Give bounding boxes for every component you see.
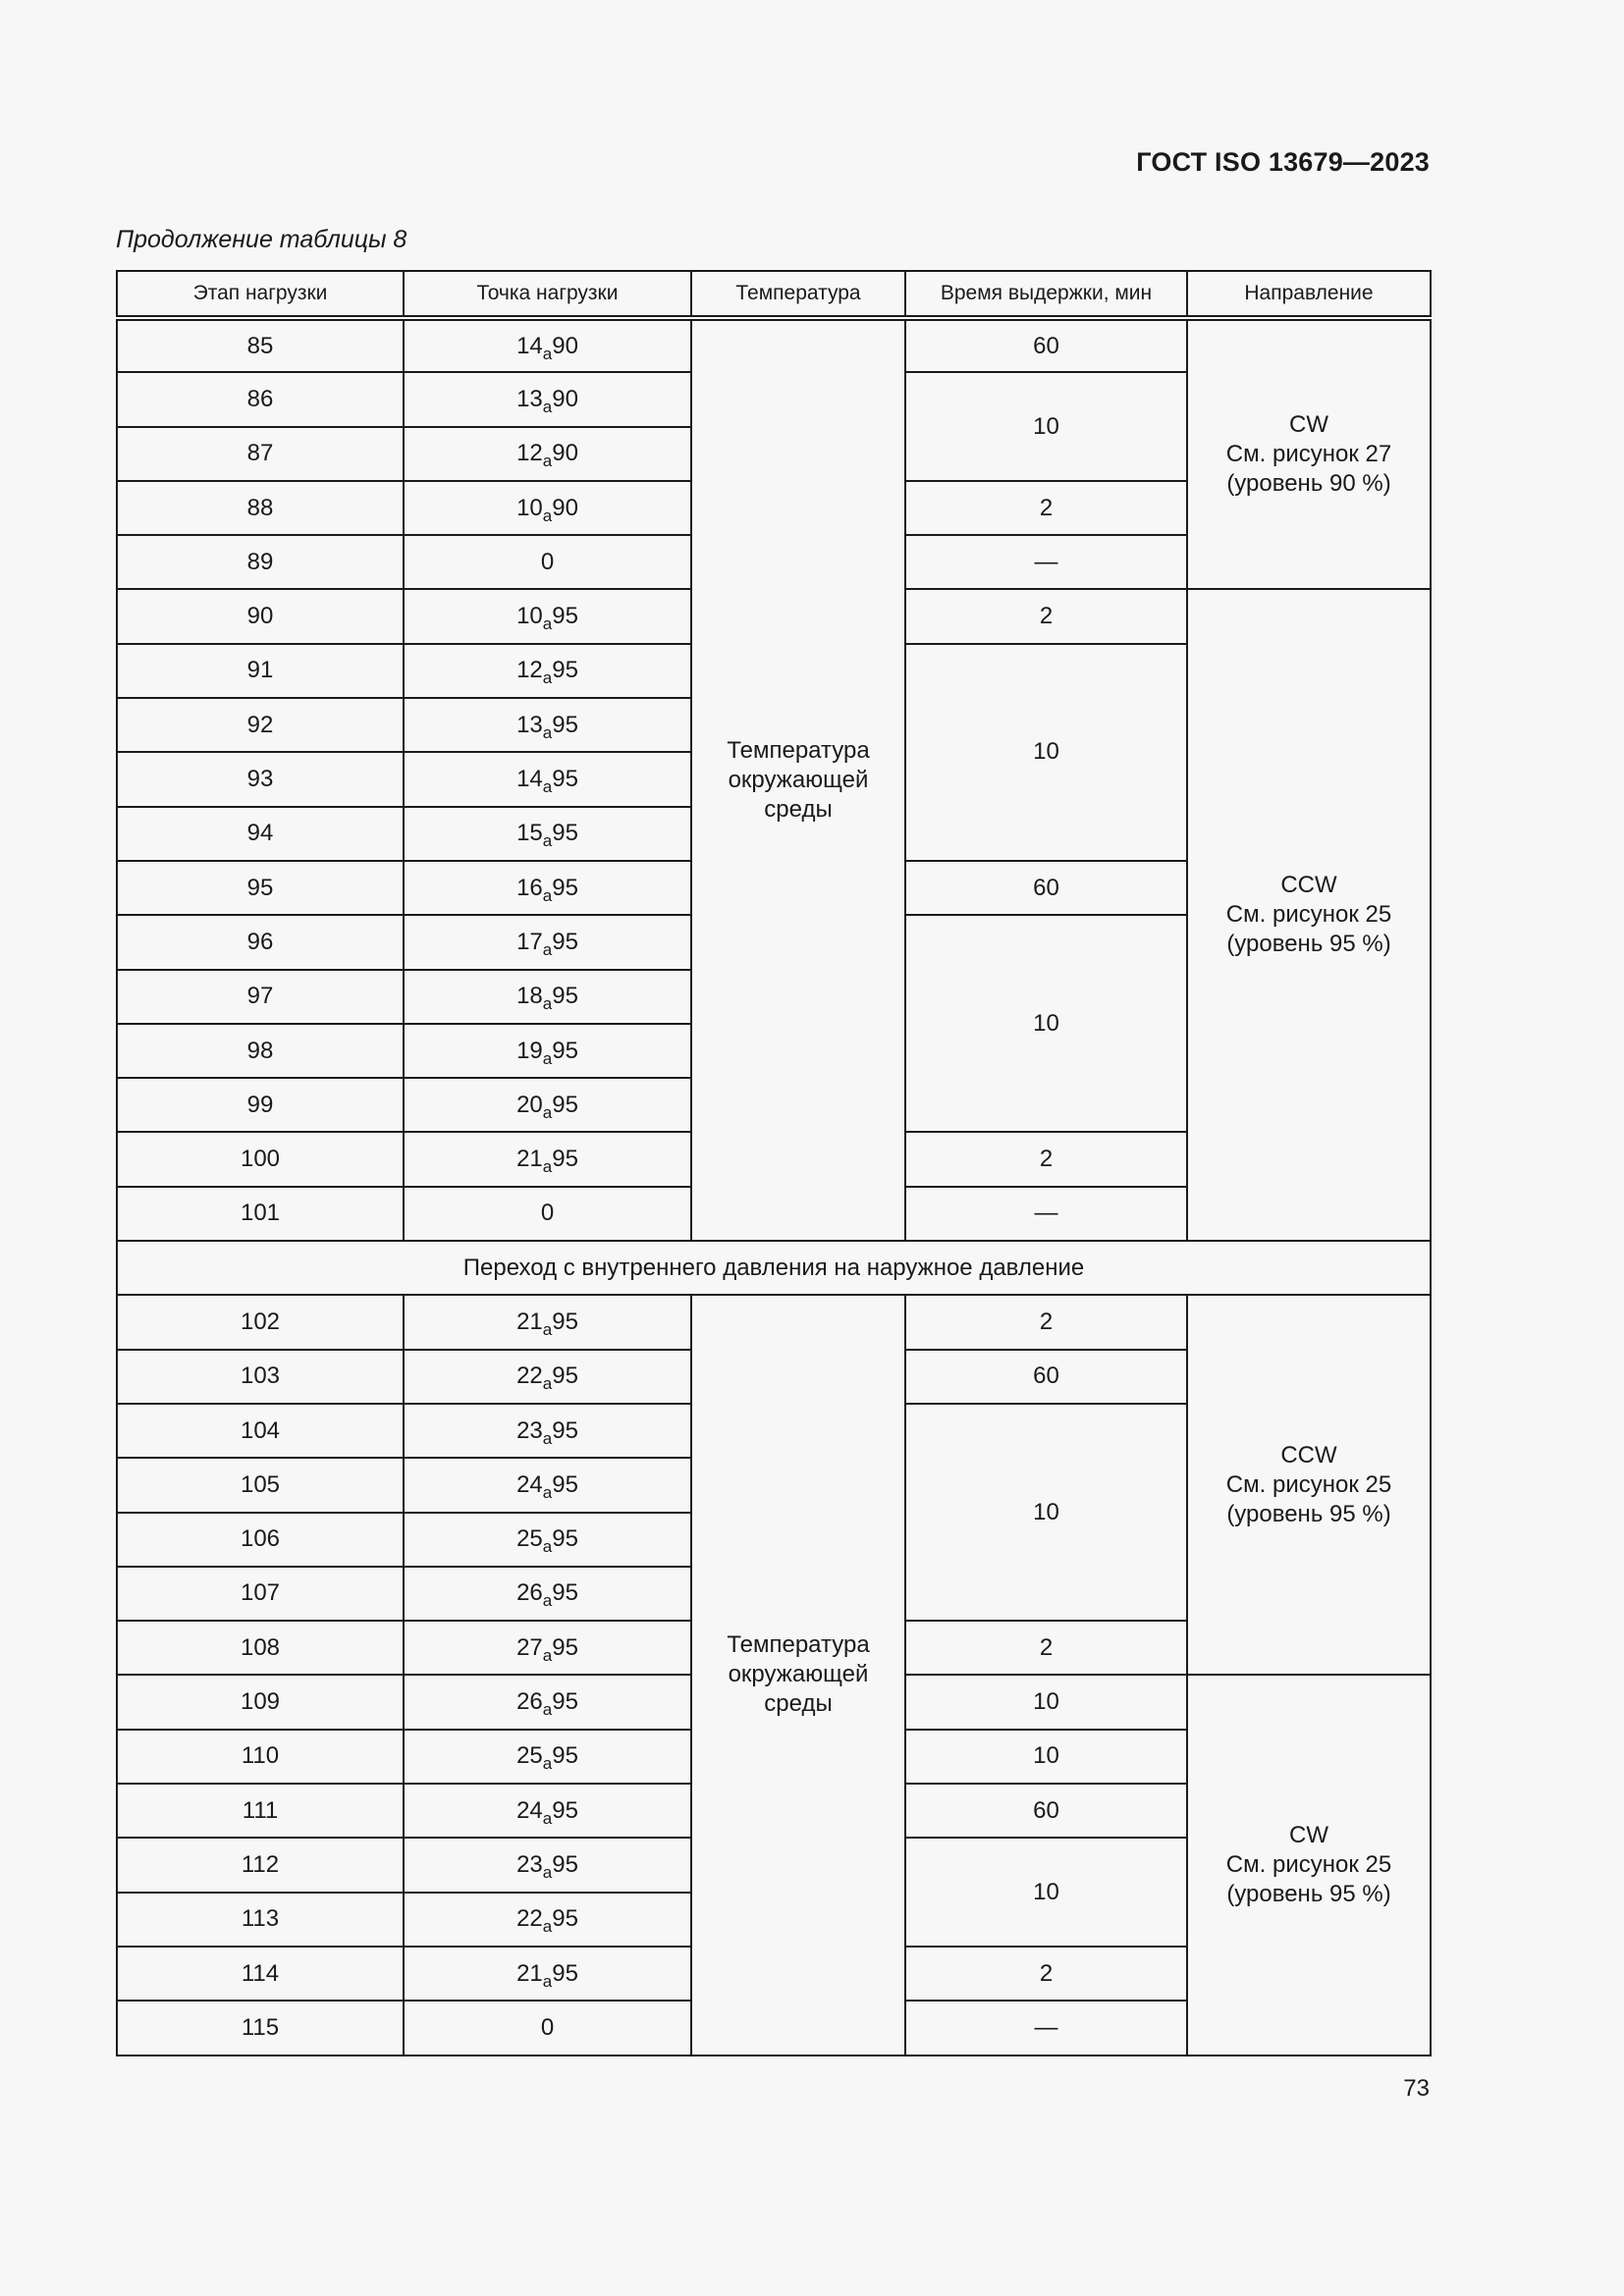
cell-hold-time: 10 <box>905 1404 1187 1621</box>
cell-load-point: $10_a95$ <box>404 589 691 643</box>
cell-load-point: $25_a95$ <box>404 1513 691 1567</box>
cell-load-point: $15_a95$ <box>404 807 691 861</box>
cell-hold-time: 2 <box>905 1132 1187 1186</box>
point-subscript: a <box>542 831 553 851</box>
load-steps-table <box>116 270 1432 2056</box>
cell-stage: 92 <box>117 698 404 752</box>
cell-stage: 111 <box>117 1784 404 1838</box>
cell-stage: 106 <box>117 1513 404 1567</box>
table-body <box>117 318 1431 2056</box>
cell-load-point: $16_a95$ <box>404 861 691 915</box>
cell-direction: CW См. рисунок 27 (уровень 90 %) <box>1187 318 1431 589</box>
cell-load-point: $27_a95$ <box>404 1621 691 1675</box>
cell-stage: 105 <box>117 1458 404 1512</box>
point-subscript: a <box>542 1971 553 1991</box>
cell-stage: 88 <box>117 481 404 535</box>
cell-stage: 86 <box>117 372 404 426</box>
cell-hold-time: 60 <box>905 1350 1187 1404</box>
point-subscript: a <box>542 1917 553 1937</box>
cell-direction: CCW См. рисунок 25 (уровень 95 %) <box>1187 1295 1431 1675</box>
cell-temperature: Температура окружающей среды <box>691 318 905 1241</box>
point-subscript: a <box>542 1754 553 1774</box>
table-header <box>117 271 1431 318</box>
cell-hold-time: 10 <box>905 915 1187 1132</box>
cell-load-point: $23_a95$ <box>404 1404 691 1458</box>
cell-load-point: $14_a95$ <box>404 752 691 806</box>
cell-load-point: $24_a95$ <box>404 1784 691 1838</box>
cell-load-point: $12_a95$ <box>404 644 691 698</box>
table-row <box>117 1295 1431 1349</box>
col-header-direction: Направление <box>1187 271 1431 318</box>
cell-load-point: 0 <box>404 535 691 589</box>
cell-hold-time: 2 <box>905 481 1187 535</box>
page-number: 73 <box>1403 2075 1430 2102</box>
cell-stage: 107 <box>117 1567 404 1621</box>
cell-load-point: $19_a95$ <box>404 1024 691 1078</box>
point-subscript: a <box>542 397 553 416</box>
cell-stage: 96 <box>117 915 404 969</box>
point-subscript: a <box>542 1591 553 1611</box>
cell-hold-time: — <box>905 535 1187 589</box>
cell-load-point: $20_a95$ <box>404 1078 691 1132</box>
cell-load-point: $21_a95$ <box>404 1295 691 1349</box>
point-subscript: a <box>542 885 553 905</box>
point-subscript: a <box>542 777 553 797</box>
cell-hold-time: 2 <box>905 1621 1187 1675</box>
cell-stage: 104 <box>117 1404 404 1458</box>
table-caption: Продолжение таблицы 8 <box>116 226 407 253</box>
cell-stage: 95 <box>117 861 404 915</box>
point-subscript: a <box>542 344 553 363</box>
cell-direction: CCW См. рисунок 25 (уровень 95 %) <box>1187 589 1431 1241</box>
point-subscript: a <box>542 1862 553 1882</box>
cell-stage: 103 <box>117 1350 404 1404</box>
point-subscript: a <box>542 668 553 688</box>
cell-hold-time: 10 <box>905 1838 1187 1947</box>
cell-hold-time: 2 <box>905 1947 1187 2001</box>
cell-stage: 115 <box>117 2001 404 2055</box>
cell-stage: 94 <box>117 807 404 861</box>
point-subscript: a <box>542 1537 553 1557</box>
header-row <box>117 271 1431 318</box>
point-subscript: a <box>542 1428 553 1448</box>
cell-hold-time: 60 <box>905 318 1187 372</box>
cell-stage: 90 <box>117 589 404 643</box>
point-subscript: a <box>542 722 553 742</box>
cell-stage: 112 <box>117 1838 404 1892</box>
cell-stage: 87 <box>117 427 404 481</box>
cell-hold-time: 2 <box>905 589 1187 643</box>
cell-load-point: 0 <box>404 1187 691 1241</box>
cell-stage: 97 <box>117 970 404 1024</box>
cell-stage: 101 <box>117 1187 404 1241</box>
cell-load-point: $26_a95$ <box>404 1567 691 1621</box>
cell-hold-time: 10 <box>905 372 1187 481</box>
cell-hold-time: 10 <box>905 644 1187 861</box>
cell-load-point: $24_a95$ <box>404 1458 691 1512</box>
cell-load-point: $26_a95$ <box>404 1675 691 1729</box>
point-subscript: a <box>542 994 553 1014</box>
cell-load-point: $14_a90$ <box>404 318 691 372</box>
cell-load-point: $22_a95$ <box>404 1893 691 1947</box>
cell-load-point: $21_a95$ <box>404 1947 691 2001</box>
cell-load-point: $17_a95$ <box>404 915 691 969</box>
cell-stage: 109 <box>117 1675 404 1729</box>
cell-stage: 93 <box>117 752 404 806</box>
cell-hold-time: 10 <box>905 1675 1187 1729</box>
point-subscript: a <box>542 1808 553 1828</box>
cell-hold-time: 60 <box>905 861 1187 915</box>
cell-stage: 110 <box>117 1730 404 1784</box>
cell-load-point: $25_a95$ <box>404 1730 691 1784</box>
cell-stage: 98 <box>117 1024 404 1078</box>
cell-stage: 100 <box>117 1132 404 1186</box>
cell-hold-time: 60 <box>905 1784 1187 1838</box>
point-subscript: a <box>542 939 553 959</box>
cell-hold-time: 2 <box>905 1295 1187 1349</box>
point-subscript: a <box>542 1319 553 1339</box>
document-designation: ГОСТ ISO 13679—2023 <box>1136 147 1430 177</box>
cell-stage: 113 <box>117 1893 404 1947</box>
cell-stage: 108 <box>117 1621 404 1675</box>
point-subscript: a <box>542 1700 553 1720</box>
cell-load-point: $23_a95$ <box>404 1838 691 1892</box>
cell-stage: 99 <box>117 1078 404 1132</box>
cell-load-point: $13_a90$ <box>404 372 691 426</box>
table-row <box>117 318 1431 372</box>
cell-hold-time: — <box>905 2001 1187 2055</box>
cell-stage: 85 <box>117 318 404 372</box>
cell-load-point: $12_a90$ <box>404 427 691 481</box>
cell-direction: CW См. рисунок 25 (уровень 95 %) <box>1187 1675 1431 2055</box>
point-subscript: a <box>542 1157 553 1177</box>
cell-hold-time: 10 <box>905 1730 1187 1784</box>
point-subscript: a <box>542 506 553 525</box>
col-header-stage: Этап нагрузки <box>117 271 404 318</box>
section-divider-row <box>117 1241 1431 1295</box>
point-subscript: a <box>542 1645 553 1665</box>
cell-stage: 114 <box>117 1947 404 2001</box>
point-subscript: a <box>542 452 553 471</box>
col-header-hold-time: Время выдержки, мин <box>905 271 1187 318</box>
cell-load-point: $13_a95$ <box>404 698 691 752</box>
point-subscript: a <box>542 614 553 634</box>
point-subscript: a <box>542 1102 553 1122</box>
point-subscript: a <box>542 1482 553 1502</box>
col-header-point: Точка нагрузки <box>404 271 691 318</box>
cell-stage: 102 <box>117 1295 404 1349</box>
col-header-temperature: Температура <box>691 271 905 318</box>
point-subscript: a <box>542 1374 553 1394</box>
point-subscript: a <box>542 1048 553 1068</box>
cell-stage: 89 <box>117 535 404 589</box>
cell-load-point: $18_a95$ <box>404 970 691 1024</box>
cell-load-point: $21_a95$ <box>404 1132 691 1186</box>
cell-load-point: $22_a95$ <box>404 1350 691 1404</box>
cell-hold-time: — <box>905 1187 1187 1241</box>
section-divider: Переход с внутреннего давления на наружное давление <box>117 1241 1431 1295</box>
cell-stage: 91 <box>117 644 404 698</box>
cell-load-point: 0 <box>404 2001 691 2055</box>
cell-load-point: $10_a90$ <box>404 481 691 535</box>
cell-temperature: Температура окружающей среды <box>691 1295 905 2055</box>
